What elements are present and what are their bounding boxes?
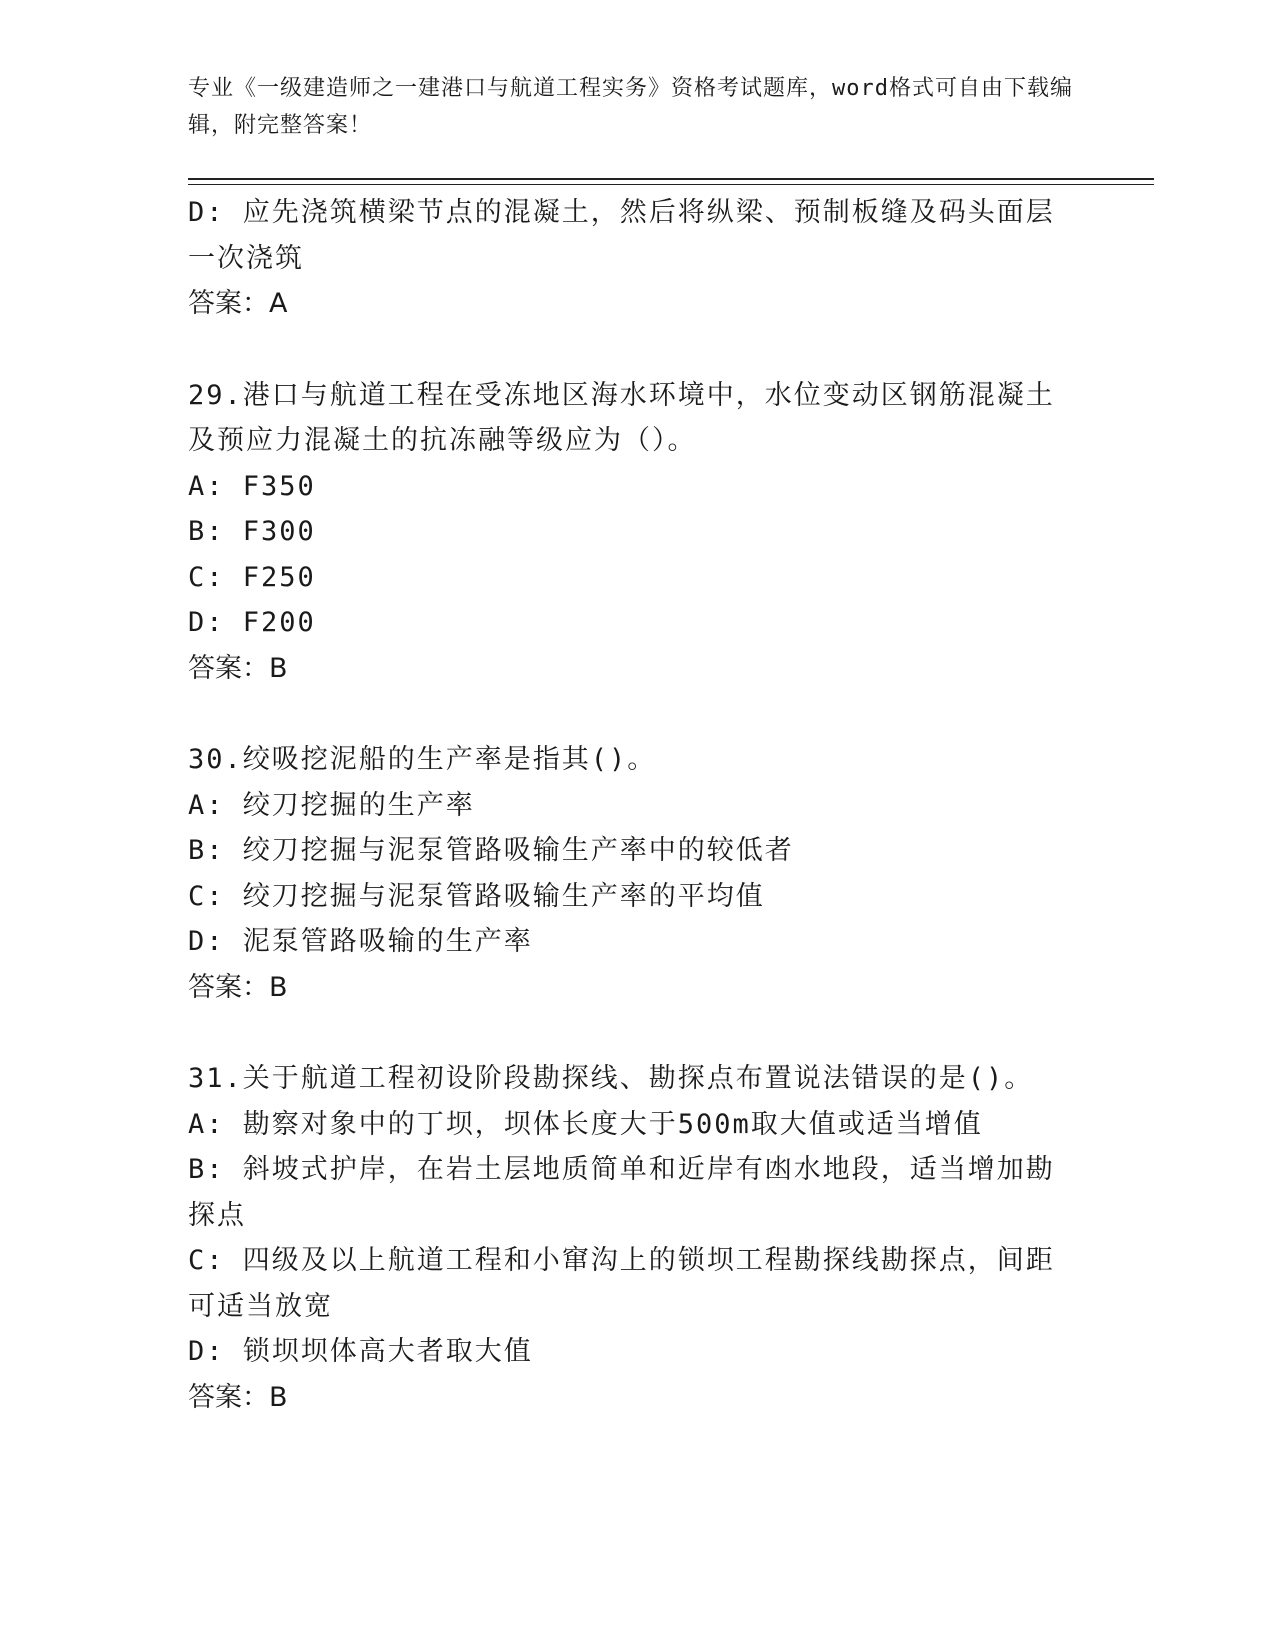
option-a: A: 绞刀挖掘的生产率	[188, 789, 475, 821]
question-stem: 30.绞吸挖泥船的生产率是指其()。	[188, 744, 657, 775]
answer-label: 答案：	[188, 288, 269, 319]
option-b: B: 绞刀挖掘与泥泵管路吸输生产率中的较低者	[188, 835, 794, 866]
option-c: C: F250	[188, 561, 316, 593]
answer-value: B	[269, 652, 288, 684]
answer-value: B	[269, 971, 288, 1003]
answer-line	[188, 965, 1068, 1011]
answer-value: B	[269, 1381, 288, 1413]
option-d: D: 泥泵管路吸输的生产率	[188, 926, 533, 957]
option-b: B: F300	[188, 516, 316, 547]
question-30	[188, 737, 1068, 1010]
question-content	[188, 190, 1068, 1466]
answer-label: 答案：	[188, 652, 269, 684]
option-c: C: 四级及以上航道工程和小窜沟上的锁坝工程勘探线勘探点，间距可适当放宽	[188, 1245, 1055, 1322]
header-divider-thin	[188, 184, 1154, 185]
option-d: D: 锁坝坝体高大者取大值	[188, 1336, 533, 1367]
question-31	[188, 1056, 1068, 1420]
answer-label: 答案：	[188, 1381, 269, 1413]
question-stem: 29.港口与航道工程在受冻地区海水环境中，水位变动区钢筋混凝土及预应力混凝土的抗冻融等级应为（）。	[188, 379, 1055, 456]
answer-line	[188, 646, 1068, 692]
page-header: 专业《一级建造师之一建港口与航道工程实务》资格考试题库，word格式可自由下载编辑，附完整答案！	[188, 76, 1073, 138]
answer-value: A	[269, 288, 288, 319]
option-b: B: 斜坡式护岸，在岩土层地质简单和近岸有凼水地段，适当增加勘探点	[188, 1154, 1055, 1231]
option-d: D: F200	[188, 607, 316, 638]
header-divider	[188, 178, 1154, 180]
option-c: C: 绞刀挖掘与泥泵管路吸输生产率的平均值	[188, 880, 765, 912]
option-a: A: 勘察对象中的丁坝，坝体长度大于500m取大值或适当增值	[188, 1108, 983, 1140]
question-29	[188, 373, 1068, 692]
answer-label: 答案：	[188, 971, 269, 1003]
option-d: D: 应先浇筑横梁节点的混凝土，然后将纵梁、预制板缝及码头面层一次浇筑	[188, 197, 1055, 274]
option-a: A: F350	[188, 470, 316, 502]
question-stem: 31.关于航道工程初设阶段勘探线、勘探点布置说法错误的是()。	[188, 1063, 1034, 1094]
answer-line	[188, 1375, 1068, 1421]
continued-question	[188, 190, 1068, 327]
answer-line	[188, 281, 1068, 327]
